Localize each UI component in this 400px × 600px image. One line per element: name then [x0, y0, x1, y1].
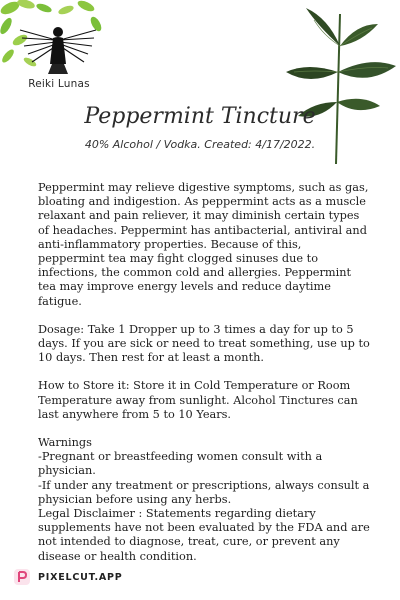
watermark-text: PIXELCUT.APP — [38, 571, 123, 583]
pixelcut-logo-icon — [14, 569, 30, 585]
watermark — [14, 567, 123, 587]
warning-treatment: -If under any treatment or prescriptions, always consult a physician before using any herbs. — [38, 478, 370, 506]
legal-disclaimer: Legal Disclaimer : Statements regarding dietary supplements have not been evaluated by the FDA and are not intended to diagnose, treat, cure, or prevent any disease or health condition. — [38, 507, 370, 563]
brand-logo — [0, 0, 110, 92]
intro-paragraph: Peppermint may relieve digestive symptoms, such as gas, bloating and indigestion. As peppermint acts as a muscle relaxant and pain reliever, it may diminish certain types of headaches. Peppermint has antibacterial, antiviral and anti-inflammatory properties. Because of this, peppermint tea may fight clogged sinuses due to infections, the common cold and allergies. Peppermint tea may improve energy levels and reduce daytime fatigue. — [38, 181, 369, 308]
brand-name: Reiki Lunas — [28, 78, 90, 90]
storage-paragraph: How to Store it: Store it in Cold Temperature or Room Temperature away from sunlight. Alcohol Tinctures can last anywhere from 5 to 10 Years. — [38, 379, 358, 421]
tincture-description — [38, 181, 370, 564]
page-subtitle: 40% Alcohol / Vodka. Created: 4/17/2022. — [84, 138, 316, 151]
page-title: Peppermint Tincture — [84, 104, 316, 129]
warnings-section — [38, 436, 370, 564]
warnings-heading: Warnings — [38, 436, 92, 450]
warning-pregnant: -Pregnant or breastfeeding women consult with a physician. — [38, 450, 323, 478]
dosage-paragraph: Dosage: Take 1 Dropper up to 3 times a day for up to 5 days. If you are sick or need to treat something, use up to 10 days. Then rest for at least a month. — [38, 322, 370, 365]
